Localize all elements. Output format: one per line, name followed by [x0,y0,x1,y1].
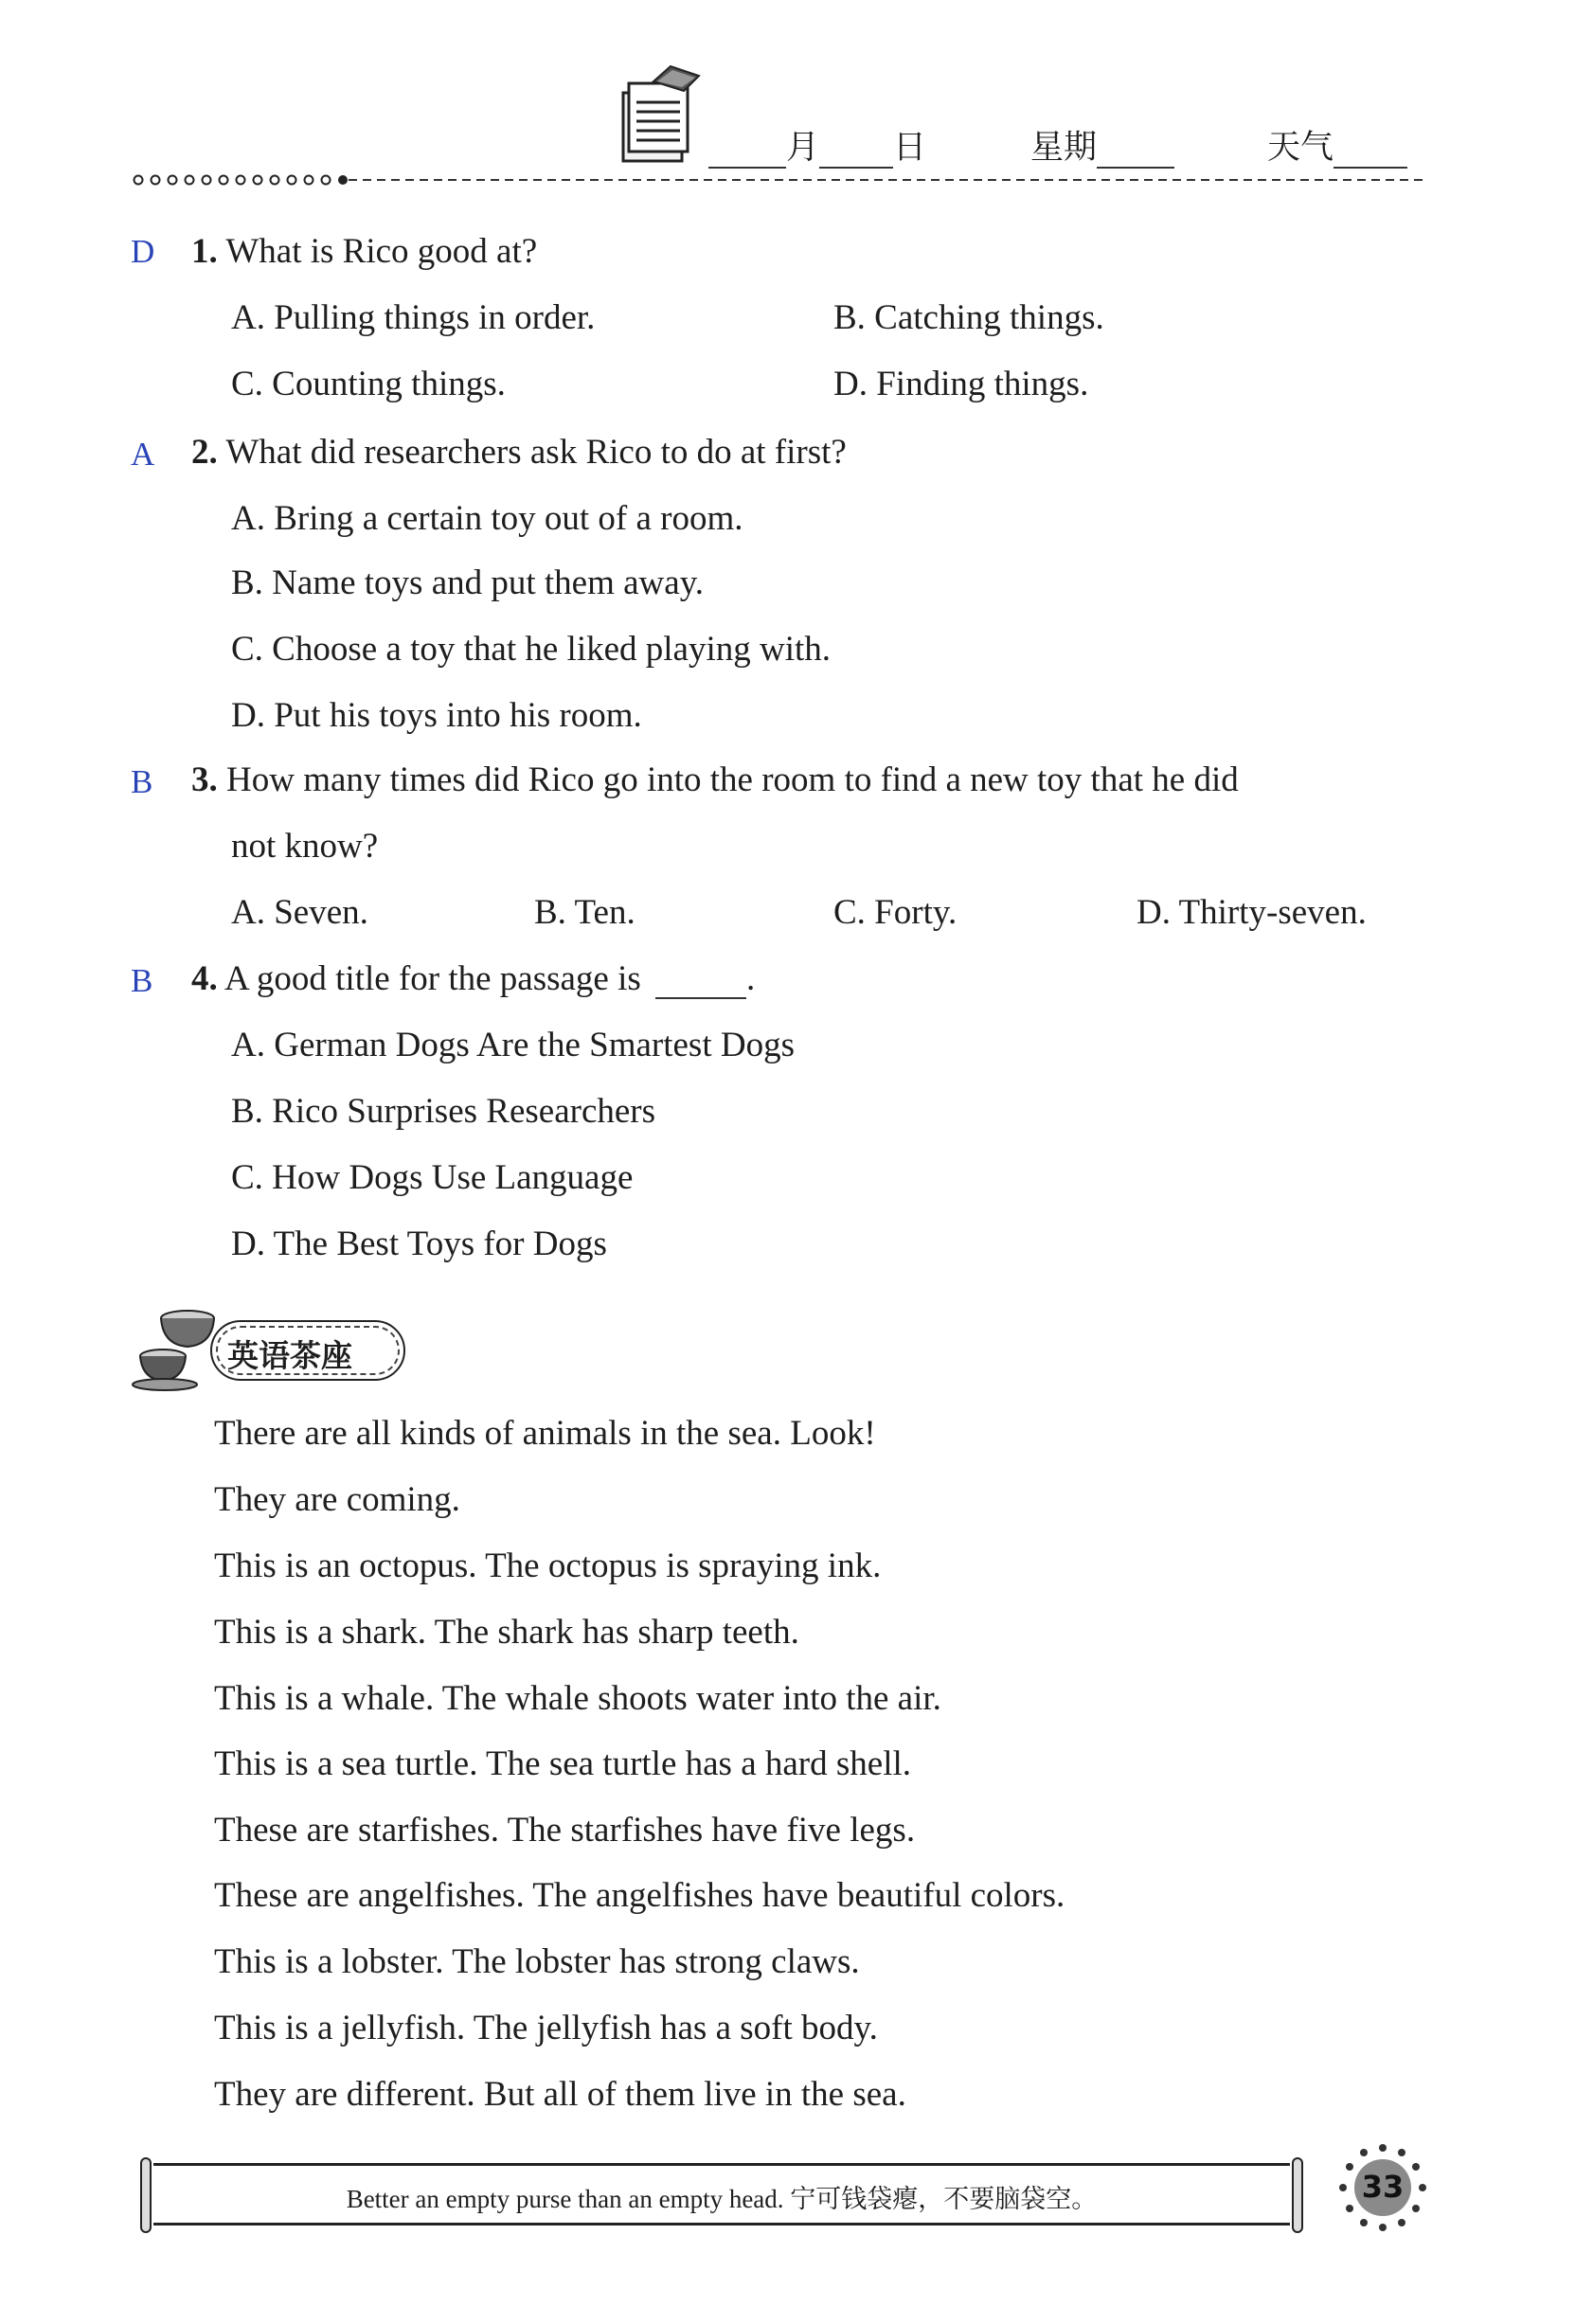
proverb-text: Better an empty purse than an empty head. 宁可钱袋瘪，不要脑袋空。 [346,2185,1098,2213]
weather-label: 天气 [1267,129,1334,167]
q3-option-a[interactable]: A. Seven. [231,893,368,932]
weekday-field [1030,121,1174,169]
weather-blank[interactable] [1333,138,1407,169]
question-number: 1. [191,232,218,271]
passage-line-4: This is a shark. The shark has sharp teeth. [214,1613,799,1652]
q2-option-d[interactable]: D. Put his toys into his room. [231,696,642,735]
q2-option-c[interactable]: C. Choose a toy that he liked playing with. [231,630,832,669]
answer-4: B [131,962,153,999]
q4-option-d[interactable]: D. The Best Toys for Dogs [231,1225,607,1263]
page-number: 33 [1361,2169,1405,2205]
question-3-stem-continued: not know? [231,827,379,866]
question-number: 2. [191,433,218,472]
passage-line-3: This is an octopus. The octopus is spraying ink. [214,1546,882,1585]
q4-option-b[interactable]: B. Rico Surprises Researchers [231,1092,656,1131]
scroll-banner [140,2157,1303,2224]
passage-line-9: This is a lobster. The lobster has strong claws. [214,1942,860,1981]
header [0,0,1593,189]
question-text: What is Rico good at? [225,232,538,271]
calendar-icon [616,64,703,169]
q3-option-b[interactable]: B. Ten. [534,893,635,932]
q1-option-d[interactable]: D. Finding things. [833,365,1089,403]
weekday-blank[interactable] [1097,138,1174,169]
question-1-stem [191,231,537,272]
passage-line-6: This is a sea turtle. The sea turtle has a hard shell. [214,1744,912,1783]
q1-option-a[interactable]: A. Pulling things in order. [231,298,596,337]
passage-line-8: These are angelfishes. The angelfishes have beautiful colors. [214,1876,1065,1915]
question-text: How many times did Rico go into the room to find a new toy that he did [226,760,1239,799]
q3-option-c[interactable]: C. Forty. [833,893,958,932]
q2-option-b[interactable]: B. Name toys and put them away. [231,563,705,602]
month-blank[interactable] [708,138,786,169]
question-number: 3. [191,760,218,799]
answer-2: A [131,436,155,473]
question-number: 4. [191,959,218,998]
teacup-icon [129,1301,224,1392]
header-divider [129,170,1426,189]
passage-line-5: This is a whale. The whale shoots water into the air. [214,1679,941,1718]
weather-field [1267,121,1407,169]
q1-option-c[interactable]: C. Counting things. [231,365,506,403]
q4-option-c[interactable]: C. How Dogs Use Language [231,1158,634,1197]
answer-blank[interactable] [655,969,746,999]
passage-line-10: This is a jellyfish. The jellyfish has a soft body. [214,2009,878,2047]
passage-line-1: There are all kinds of animals in the sea. Look! [214,1414,876,1453]
tea-corner-title-box [210,1320,405,1381]
passage-line-11: They are different. But all of them live in the sea. [214,2075,906,2114]
question-4-stem [191,958,755,999]
passage-line-7: These are starfishes. The starfishes have five legs. [214,1811,916,1850]
day-blank[interactable] [819,138,893,169]
question-2-stem [191,432,847,473]
question-3-stem [191,760,1239,800]
q3-option-d[interactable]: D. Thirty-seven. [1137,893,1367,932]
question-text: A good title for the passage is [224,959,641,998]
question-text: What did researchers ask Rico to do at first? [225,433,847,472]
question-text-end: . [746,959,756,998]
month-label: 月 [786,129,820,167]
passage-line-2: They are coming. [214,1480,460,1519]
day-label: 日 [893,129,927,167]
q1-option-b[interactable]: B. Catching things. [833,298,1104,337]
date-fields [708,121,926,169]
q4-option-a[interactable]: A. German Dogs Are the Smartest Dogs [231,1026,795,1064]
weekday-label: 星期 [1030,129,1098,167]
tea-corner-title: 英语茶座 [227,1337,352,1374]
answer-1: D [131,233,155,270]
q2-option-a[interactable]: A. Bring a certain toy out of a room. [231,499,743,538]
answer-3: B [131,763,153,800]
